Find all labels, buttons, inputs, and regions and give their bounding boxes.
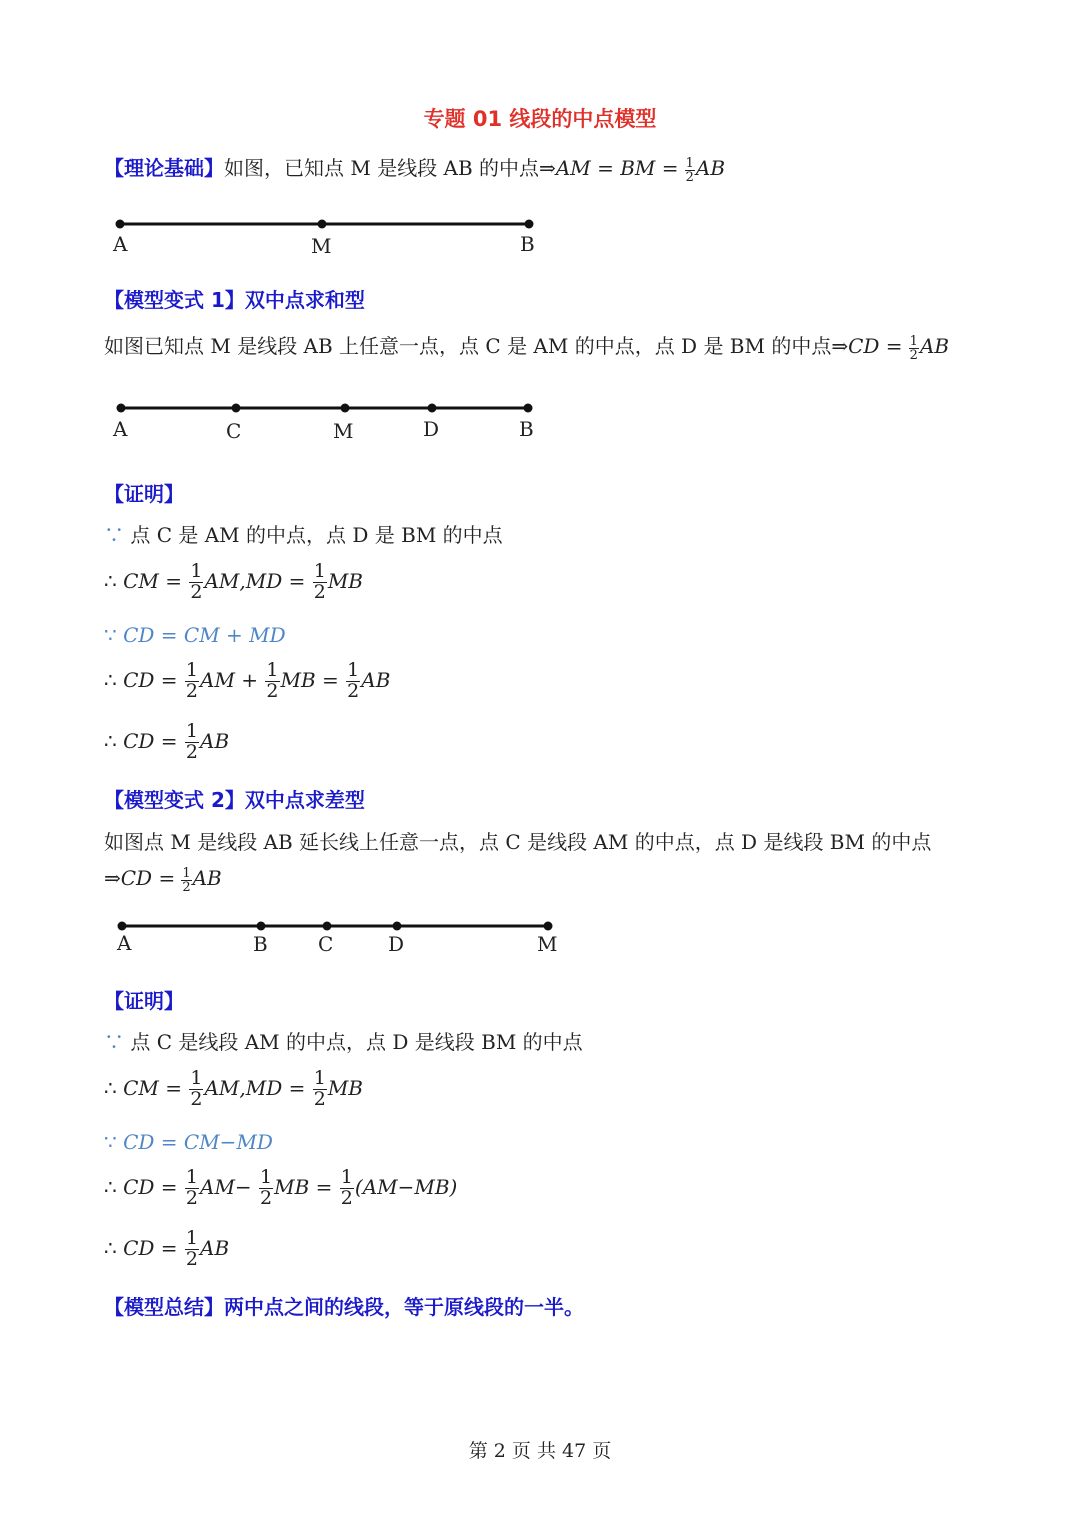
variant-1-math-post: AB: [919, 334, 950, 358]
variant-2-math-post: AB: [192, 866, 222, 890]
therefore-symbol: ∴: [104, 1235, 117, 1260]
proof-1-line-4: ∴ CD = $\frac{1}{2}$ AM + $\frac{1}{2}$ MB = $\frac{1}{2}$ AB: [104, 659, 391, 702]
variant-2-result: [104, 866, 222, 894]
variant-1-math-pre: CD =: [848, 334, 903, 358]
point-m: [341, 404, 350, 413]
fraction-half: $\frac{1}{2}$: [313, 560, 326, 603]
proof-2-line-3: ∵ CD = CM−MD: [104, 1130, 273, 1154]
fraction-half: $\frac{1}{2}$: [347, 659, 360, 702]
page-title: 专题 01 线段的中点模型: [423, 107, 657, 131]
point-a: [116, 220, 125, 229]
point-b: [257, 922, 266, 931]
label-a: A: [117, 931, 132, 955]
fraction-half: $\frac{1}{2}$: [313, 1067, 326, 1110]
therefore-symbol: ∴: [104, 1174, 117, 1199]
basis-line: [104, 152, 725, 184]
basis-math-pre: AM = BM =: [555, 156, 679, 180]
model-summary: 【模型总结】两中点之间的线段，等于原线段的一半。: [104, 1295, 584, 1319]
therefore-symbol: ∴: [104, 728, 117, 753]
label-c: C: [318, 932, 334, 956]
point-b: [525, 220, 534, 229]
because-symbol: ∵: [104, 623, 117, 647]
fraction-half: $\frac{1}{2}$: [266, 659, 279, 702]
figure-3-segment: [100, 914, 580, 964]
proof-1-line-3: ∵ CD = CM + MD: [104, 623, 286, 647]
variant-1-statement: [104, 330, 949, 362]
point-a: [117, 404, 126, 413]
therefore-symbol: ∴: [104, 667, 117, 692]
therefore-symbol: ∴: [104, 1075, 117, 1100]
fraction-half: $\frac{1}{2}$: [190, 1067, 203, 1110]
because-symbol: ∵: [104, 1130, 117, 1154]
label-d: D: [423, 417, 440, 441]
proof-1-line-2: ∴ CM = $\frac{1}{2}$ AM,MD = $\frac{1}{2}$ MB: [104, 560, 364, 603]
point-c: [232, 404, 241, 413]
proof-1-heading: 【证明】: [104, 482, 184, 506]
label-m: M: [311, 234, 332, 258]
basis-heading: 【理论基础】: [104, 156, 224, 180]
proof-2-line-4: ∴ CD = $\frac{1}{2}$ AM− $\frac{1}{2}$ MB = $\frac{1}{2}$ (AM−MB): [104, 1166, 458, 1209]
variant-2-fraction: $\frac{1}{2}$: [182, 866, 191, 895]
fraction-half: $\frac{1}{2}$: [340, 1166, 353, 1209]
figure-2-segment: [100, 396, 560, 446]
point-a: [118, 922, 127, 931]
proof-2-line-2: ∴ CM = $\frac{1}{2}$ AM,MD = $\frac{1}{2}$ MB: [104, 1067, 364, 1110]
fraction-half: $\frac{1}{2}$: [260, 1166, 273, 1209]
label-a: A: [113, 232, 128, 256]
because-symbol: ∵: [104, 1030, 124, 1054]
label-m: M: [537, 932, 558, 956]
proof-2-line-1-text: 点 C 是线段 AM 的中点，点 D 是线段 BM 的中点: [130, 1030, 583, 1054]
point-d: [428, 404, 437, 413]
proof-1-line-1-text: 点 C 是 AM 的中点，点 D 是 BM 的中点: [130, 523, 503, 547]
because-symbol: ∵: [104, 523, 124, 547]
page-footer: 第 2 页 共 47 页: [468, 1440, 612, 1462]
variant-1-text: 如图已知点 M 是线段 AB 上任意一点，点 C 是 AM 的中点，点 D 是 BM 的中点⇒: [104, 334, 849, 358]
label-b: B: [520, 232, 535, 256]
fraction-half: $\frac{1}{2}$: [190, 560, 203, 603]
point-m: [544, 922, 553, 931]
variant-2-math-pre: ⇒CD =: [104, 866, 176, 890]
label-d: D: [388, 932, 405, 956]
proof-2-heading: 【证明】: [104, 989, 184, 1013]
proof-2-line-5: ∴ CD = $\frac{1}{2}$ AB: [104, 1227, 230, 1270]
basis-math-post: AB: [695, 156, 726, 180]
label-b: B: [519, 417, 534, 441]
point-b: [524, 404, 533, 413]
fraction-half: $\frac{1}{2}$: [185, 1227, 198, 1270]
proof-1-line-5: ∴ CD = $\frac{1}{2}$ AB: [104, 720, 230, 763]
fraction-half: $\frac{1}{2}$: [185, 720, 198, 763]
variant-2-heading: 【模型变式 2】双中点求差型: [104, 788, 365, 812]
label-m: M: [333, 419, 354, 443]
proof-1-line-1: [104, 519, 503, 548]
variant-2-text: 如图点 M 是线段 AB 延长线上任意一点，点 C 是线段 AM 的中点，点 D 是线段 BM 的中点: [104, 830, 932, 854]
point-m: [318, 220, 327, 229]
label-a: A: [113, 417, 128, 441]
variant-1-fraction: $\frac{1}{2}$: [909, 334, 918, 363]
label-b: B: [253, 932, 268, 956]
fraction-half: $\frac{1}{2}$: [185, 659, 198, 702]
variant-1-heading: 【模型变式 1】双中点求和型: [104, 288, 365, 312]
figure-1-segment: [100, 210, 560, 260]
basis-text: 如图，已知点 M 是线段 AB 的中点⇒: [224, 156, 556, 180]
fraction-half: $\frac{1}{2}$: [185, 1166, 198, 1209]
label-c: C: [226, 419, 242, 443]
basis-fraction: $\frac{1}{2}$: [685, 156, 694, 185]
point-c: [323, 922, 332, 931]
therefore-symbol: ∴: [104, 568, 117, 593]
proof-2-line-1: [104, 1026, 583, 1055]
point-d: [393, 922, 402, 931]
